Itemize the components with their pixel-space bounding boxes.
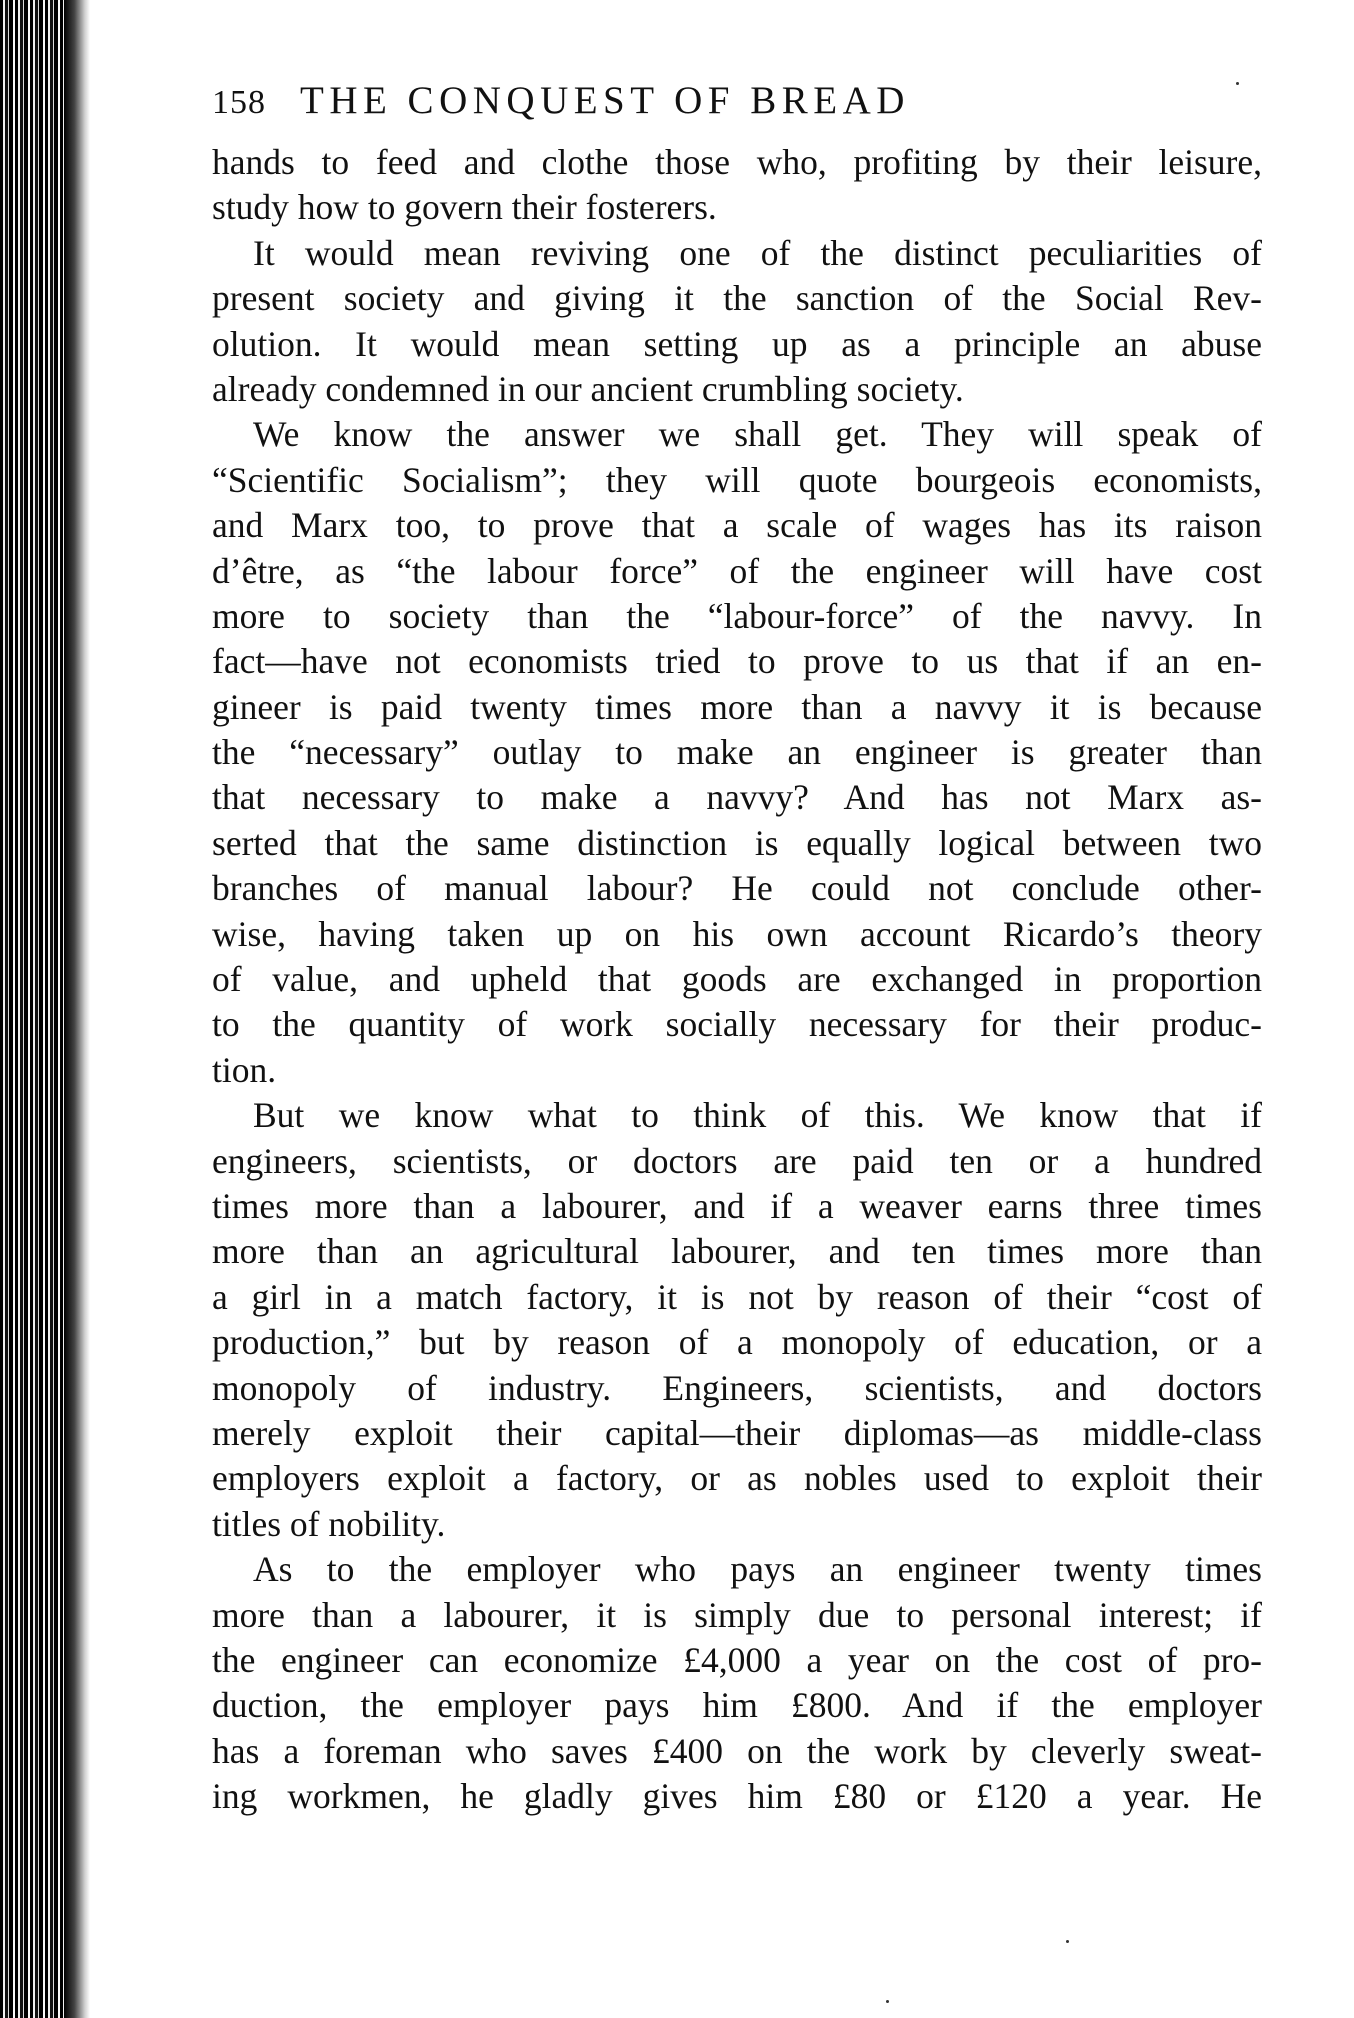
book-title: THE CONQUEST OF BREAD [300, 79, 910, 122]
text-line: monopoly of industry. Engineers, scientists, and doctors [212, 1367, 1262, 1408]
text-line: fact—have not economists tried to prove to us that if an en- [212, 641, 1262, 682]
scan-speck [1236, 82, 1239, 85]
text-line: gineer is paid twenty times more than a navvy it is because [212, 686, 1262, 727]
scan-speck [1066, 1940, 1069, 1943]
text-line: As to the employer who pays an engineer twenty times [253, 1549, 1262, 1590]
text-line: more than an agricultural labourer, and ten times more than [212, 1231, 1262, 1272]
text-line: olution. It would mean setting up as a principle an abuse [212, 323, 1262, 364]
text-line: of value, and upheld that goods are exchanged in proportion [212, 959, 1262, 1000]
scan-speck [886, 2000, 889, 2003]
text-line: It would mean reviving one of the distinct peculiarities of [253, 232, 1262, 273]
text-line: that necessary to make a navvy? And has not Marx as- [212, 777, 1262, 818]
text-line: the engineer can economize £4,000 a year on the cost of pro- [212, 1639, 1262, 1680]
text-line: titles of nobility. [212, 1503, 446, 1544]
text-line: the “necessary” outlay to make an engineer is greater than [212, 732, 1262, 773]
book-gutter-fade [64, 0, 90, 2018]
text-line: We know the answer we shall get. They will speak of [253, 414, 1262, 455]
text-line: serted that the same distinction is equally logical between two [212, 822, 1262, 863]
text-line: study how to govern their fosterers. [212, 187, 717, 228]
text-line: But we know what to think of this. We know that if [253, 1095, 1262, 1136]
text-line: “Scientific Socialism”; they will quote bourgeois economists, [212, 459, 1262, 500]
book-page [212, 78, 1262, 1819]
text-line: to the quantity of work socially necessary for their produc- [212, 1004, 1262, 1045]
text-line: employers exploit a factory, or as nobles used to exploit their [212, 1458, 1262, 1499]
text-line: branches of manual labour? He could not conclude other- [212, 868, 1262, 909]
text-line: more to society than the “labour-force” of the navvy. In [212, 595, 1262, 636]
text-line: d’être, as “the labour force” of the engineer will have cost [212, 550, 1262, 591]
text-line: ing workmen, he gladly gives him £80 or £120 a year. He [212, 1776, 1262, 1817]
text-line: duction, the employer pays him £800. And if the employer [212, 1685, 1262, 1726]
text-line: engineers, scientists, or doctors are paid ten or a hundred [212, 1140, 1262, 1181]
text-line: more than a labourer, it is simply due to personal interest; if [212, 1594, 1262, 1635]
text-line: already condemned in our ancient crumbling society. [212, 368, 964, 409]
text-line: tion. [212, 1049, 277, 1090]
running-head [212, 78, 1262, 130]
page-number: 158 [212, 84, 266, 121]
text-line: wise, having taken up on his own account Ricardo’s theory [212, 913, 1262, 954]
text-line: hands to feed and clothe those who, profiting by their leisure, [212, 142, 1262, 182]
text-line: times more than a labourer, and if a weaver earns three times [212, 1185, 1262, 1226]
text-line: has a foreman who saves £400 on the work by cleverly sweat- [212, 1730, 1262, 1771]
text-line: a girl in a match factory, it is not by reason of their “cost of [212, 1276, 1262, 1317]
text-line: and Marx too, to prove that a scale of wages has its raison [212, 505, 1262, 546]
body-text [212, 140, 1262, 1819]
text-line: merely exploit their capital—their diplomas—as middle-class [212, 1412, 1262, 1453]
text-line: present society and giving it the sanction of the Social Rev- [212, 278, 1262, 319]
text-line: production,” but by reason of a monopoly of education, or a [212, 1322, 1262, 1363]
